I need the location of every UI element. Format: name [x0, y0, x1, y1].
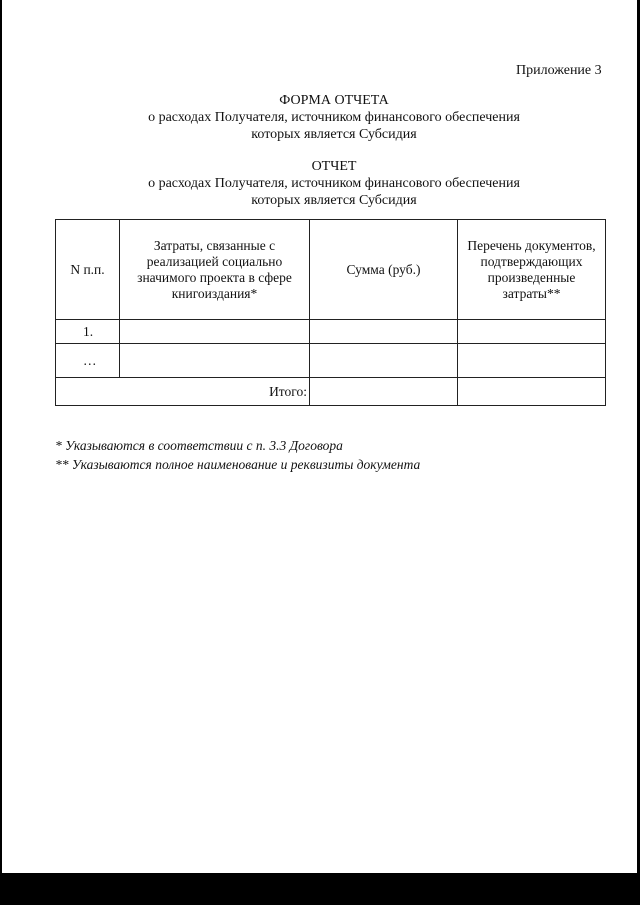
- footnote-2: ** Указываются полное наименование и реквизиты документа: [55, 457, 421, 472]
- column-header-documents: Перечень документов, подтверждающих произведенные затраты**: [458, 220, 606, 320]
- report-header: [0, 158, 640, 209]
- documents-cell: [458, 320, 606, 344]
- total-label: Итого:: [56, 378, 310, 406]
- total-documents-cell: [458, 378, 606, 406]
- form-subtitle-line1: о расходах Получателя, источником финансового обеспечения: [148, 110, 520, 125]
- report-subtitle-line1: о расходах Получателя, источником финансового обеспечения: [148, 176, 520, 191]
- footnotes: [55, 436, 420, 474]
- row-number: …: [56, 344, 120, 378]
- documents-cell: [458, 344, 606, 378]
- footnote-1: * Указываются в соответствии с п. 3.3 Договора: [55, 438, 343, 453]
- cost-cell: [120, 320, 310, 344]
- cost-cell: [120, 344, 310, 378]
- column-header-number: N п.п.: [56, 220, 120, 320]
- annex-label: Приложение 3: [516, 63, 602, 78]
- form-title: ФОРМА ОТЧЕТА: [279, 93, 389, 108]
- row-number: 1.: [56, 320, 120, 344]
- total-row: [56, 378, 606, 406]
- column-header-costs: Затраты, связанные с реализацией социально значимого проекта в сфере книгоиздания*: [120, 220, 310, 320]
- sum-cell: [310, 320, 458, 344]
- report-title: ОТЧЕТ: [311, 159, 357, 174]
- form-header: [0, 92, 640, 143]
- table-header-row: [56, 220, 606, 320]
- table-row: [56, 344, 606, 378]
- report-table: [55, 219, 606, 406]
- total-sum-cell: [310, 378, 458, 406]
- column-header-sum: Сумма (руб.): [310, 220, 458, 320]
- table-row: [56, 320, 606, 344]
- form-subtitle-line2: которых является Субсидия: [251, 127, 417, 142]
- sum-cell: [310, 344, 458, 378]
- scan-bottom-edge: [0, 873, 640, 905]
- report-subtitle-line2: которых является Субсидия: [251, 193, 417, 208]
